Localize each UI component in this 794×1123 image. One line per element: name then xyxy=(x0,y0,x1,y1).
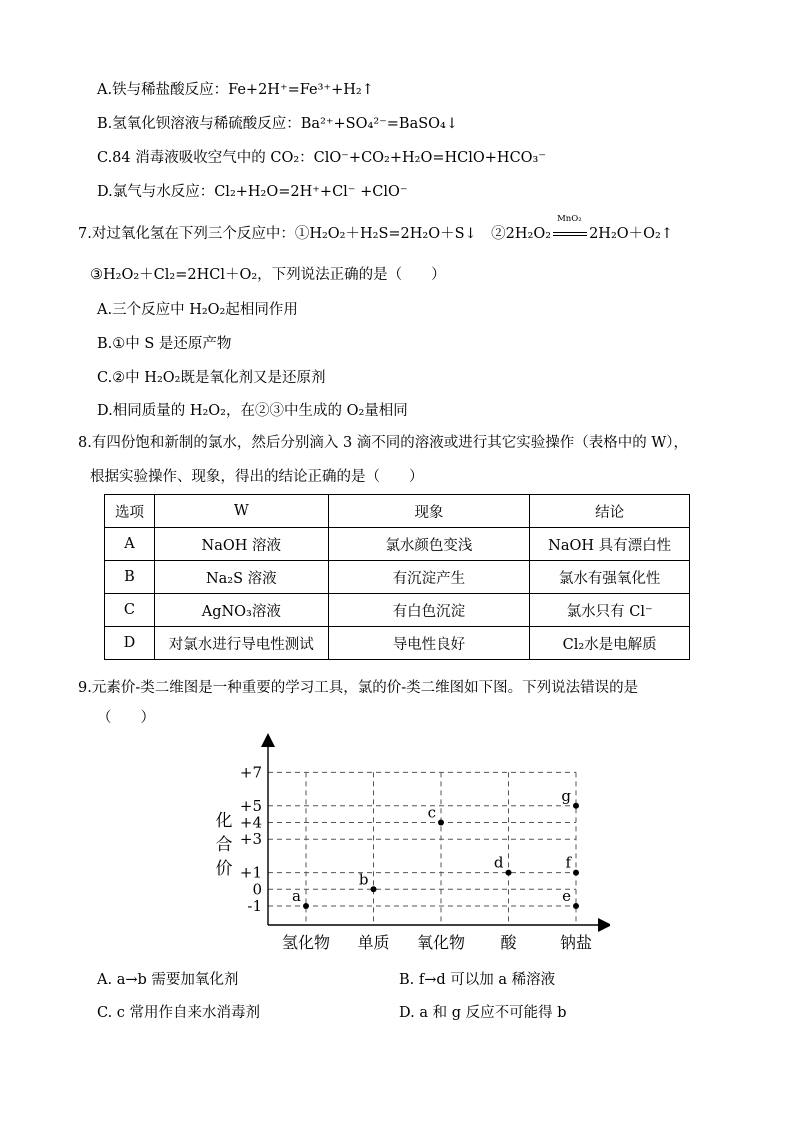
q7-stem-line1 xyxy=(78,214,673,243)
q9-option-b: B. f→d 可以加 a 稀溶液 xyxy=(399,972,556,988)
point-label-c: c xyxy=(427,803,436,822)
table-row xyxy=(105,594,690,627)
q7-option-d: D.相同质量的 H₂O₂，在②③中生成的 O₂量相同 xyxy=(97,403,408,419)
y-tick-label: +7 xyxy=(239,763,262,782)
point-g xyxy=(573,803,579,809)
point-label-a: a xyxy=(292,887,301,905)
y-axis-label-char: 化 xyxy=(215,811,233,831)
q7-catalyst-arrow xyxy=(551,214,589,242)
x-tick-labels xyxy=(282,933,592,952)
table-header: 结论 xyxy=(530,495,690,528)
point-label-f: f xyxy=(565,853,571,872)
q7-option-a: A.三个反应中 H₂O₂起相同作用 xyxy=(97,302,298,318)
q9-option-c: C. c 常用作自来水消毒剂 xyxy=(97,1005,261,1021)
x-tick-label: 氢化物 xyxy=(281,933,331,952)
table-header: 现象 xyxy=(328,495,530,528)
table-cell: Cl₂水是电解质 xyxy=(530,627,690,660)
q7-option-c: C.②中 H₂O₂既是氧化剂又是还原剂 xyxy=(97,370,326,386)
table-cell: 氯水有强氧化性 xyxy=(530,561,690,594)
table-row xyxy=(105,561,690,594)
point-label-e: e xyxy=(562,887,571,905)
table-header: W xyxy=(154,495,328,528)
q6-option-d: D.氯气与水反应：Cl₂+H₂O=2H⁺+Cl⁻ +ClO⁻ xyxy=(97,184,408,200)
q7-catalyst: MnO₂ xyxy=(557,214,582,224)
table-row xyxy=(105,627,690,660)
y-tick-label: +5 xyxy=(239,796,262,815)
q9-stem-line2: （ ） xyxy=(97,710,155,726)
q7-option-b: B.①中 S 是还原产物 xyxy=(97,336,232,352)
q8-table xyxy=(104,494,690,660)
y-axis-label-char: 价 xyxy=(215,859,233,879)
point-label-d: d xyxy=(493,853,504,872)
table-cell: 对氯水进行导电性测试 xyxy=(154,627,328,660)
q6-option-a: A.铁与稀盐酸反应：Fe+2H⁺=Fe³⁺+H₂↑ xyxy=(97,82,374,98)
table-cell: 导电性良好 xyxy=(328,627,530,660)
table-row xyxy=(105,528,690,561)
x-tick-label: 氧化物 xyxy=(416,933,466,952)
table-cell: A xyxy=(105,528,155,561)
y-tick-label: +3 xyxy=(239,830,262,849)
point-a xyxy=(303,903,309,909)
point-b xyxy=(371,886,377,892)
y-axis-label-char: 合 xyxy=(215,835,233,855)
y-tick-label: -1 xyxy=(247,897,262,915)
table-cell: AgNO₃溶液 xyxy=(154,594,328,627)
q7-stem-part1: 7.对过氧化氢在下列三个反应中：①H₂O₂＋H₂S=2H₂O＋S↓ ②2H₂O₂ xyxy=(78,226,552,242)
q8-stem-line2: 根据实验操作、现象，得出的结论正确的是（ ） xyxy=(90,469,424,485)
table-cell: NaOH 溶液 xyxy=(154,528,328,561)
q9-stem-line1: 9.元素价-类二维图是一种重要的学习工具，氯的价-类二维图如下图。下列说法错误的是 xyxy=(78,680,639,696)
y-axis-label xyxy=(216,811,233,879)
table-cell: 氯水颜色变浅 xyxy=(328,528,530,561)
q9-option-d: D. a 和 g 反应不可能得 b xyxy=(399,1005,567,1021)
y-tick-label: +1 xyxy=(239,863,262,882)
q6-option-c: C.84 消毒液吸收空气中的 CO₂：ClO⁻+CO₂+H₂O=HClO+HCO₃⁻ xyxy=(97,150,547,166)
point-d xyxy=(506,870,512,876)
valence-class-chart xyxy=(210,730,610,955)
point-label-b: b xyxy=(358,870,369,889)
point-c xyxy=(438,820,444,826)
y-tick-labels xyxy=(240,763,262,915)
q6-option-b: B.氢氧化钡溶液与稀硫酸反应：Ba²⁺+SO₄²⁻=BaSO₄↓ xyxy=(97,116,459,132)
y-tick-label: 0 xyxy=(252,880,262,899)
table-cell: Na₂S 溶液 xyxy=(154,561,328,594)
q8-stem-line1: 8.有四份饱和新制的氯水，然后分别滴入 3 滴不同的溶液或进行其它实验操作（表格中的 W）， xyxy=(78,435,689,451)
table-cell: 有白色沉淀 xyxy=(328,594,530,627)
x-tick-label: 酸 xyxy=(500,933,517,952)
table-cell: D xyxy=(105,627,155,660)
q7-stem-line2: ③H₂O₂＋Cl₂=2HCl＋O₂，下列说法正确的是（ ） xyxy=(90,267,446,283)
y-tick-label: +4 xyxy=(239,813,262,832)
point-label-g: g xyxy=(561,786,571,805)
table-header-row xyxy=(105,495,690,528)
x-tick-label: 单质 xyxy=(357,933,390,952)
table-header: 选项 xyxy=(105,495,155,528)
q7-stem-part2: 2H₂O＋O₂↑ xyxy=(589,226,673,242)
table-cell: NaOH 具有漂白性 xyxy=(530,528,690,561)
point-e xyxy=(573,903,579,909)
table-cell: 有沉淀产生 xyxy=(328,561,530,594)
x-tick-label: 钠盐 xyxy=(559,933,593,952)
data-points xyxy=(292,787,579,909)
chart-grid xyxy=(268,772,576,925)
table-cell: 氯水只有 Cl⁻ xyxy=(530,594,690,627)
point-f xyxy=(573,870,579,876)
q9-option-a: A. a→b 需要加氧化剂 xyxy=(97,972,239,988)
table-cell: B xyxy=(105,561,155,594)
table-cell: C xyxy=(105,594,155,627)
